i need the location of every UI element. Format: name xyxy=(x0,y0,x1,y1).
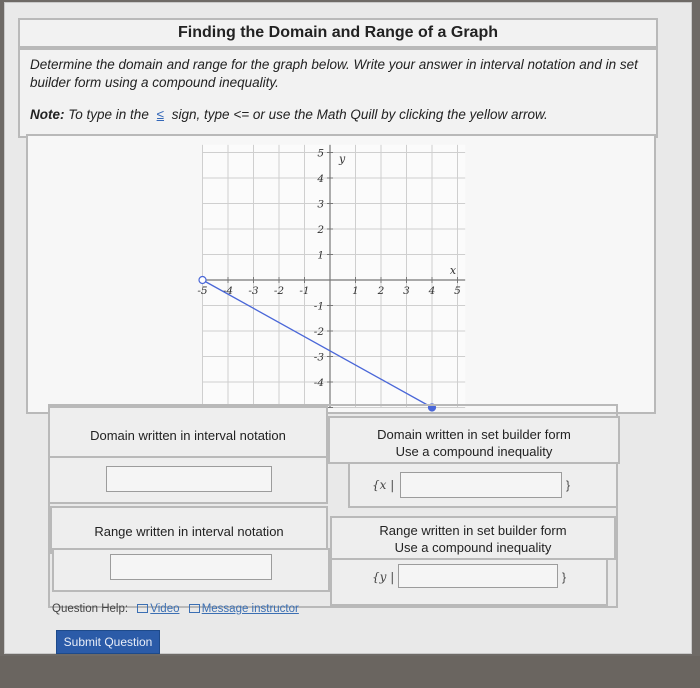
domain-set-suffix: } xyxy=(566,478,571,492)
range-set-label xyxy=(330,516,616,560)
x-tick-label: 3 xyxy=(403,285,410,297)
segment-start-point xyxy=(199,277,206,284)
x-tick-label: 2 xyxy=(377,285,385,297)
y-tick-label: 5 xyxy=(317,147,324,160)
domain-set-cell xyxy=(348,462,618,508)
y-tick-label: -3 xyxy=(313,351,324,364)
domain-set-prefix: {x | xyxy=(372,478,395,492)
y-tick-label: -1 xyxy=(313,300,324,313)
range-set-cell xyxy=(330,558,608,606)
message-instructor-link[interactable] xyxy=(189,603,299,615)
note-text-after: sign, type <= or use the Math Quill by clicking the yellow arrow. xyxy=(171,107,548,122)
graph-grid xyxy=(203,145,466,408)
page-title: Finding the Domain and Range of a Graph xyxy=(18,18,658,48)
domain-interval-cell xyxy=(48,456,328,504)
x-axis-label: x xyxy=(449,264,457,277)
range-set-prefix: {y | xyxy=(372,570,395,584)
range-interval-label: Range written in interval notation xyxy=(50,506,328,554)
x-tick-label: -1 xyxy=(299,285,310,297)
desk-background xyxy=(0,656,700,688)
x-tick-label: -3 xyxy=(248,285,259,297)
range-set-label-line1: Range written in set builder form xyxy=(379,523,567,538)
question-help xyxy=(52,603,299,615)
range-interval-input[interactable] xyxy=(110,554,272,580)
y-tick-label: 3 xyxy=(317,198,324,211)
lte-symbol: ≤ xyxy=(156,107,165,122)
envelope-icon xyxy=(189,604,200,613)
x-tick-label: -5 xyxy=(197,285,208,297)
submit-question-button[interactable]: Submit Question xyxy=(56,630,160,654)
x-tick-label: 4 xyxy=(428,285,436,297)
x-tick-label: -4 xyxy=(222,285,234,297)
y-tick-label: -4 xyxy=(313,377,324,389)
note-text-before: To type in the xyxy=(68,107,149,122)
question-help-label: Question Help: xyxy=(52,603,129,615)
domain-set-input[interactable] xyxy=(400,472,562,498)
domain-set-label xyxy=(328,416,620,464)
y-tick-label: 2 xyxy=(317,224,324,236)
video-link[interactable] xyxy=(137,603,179,615)
instructions-text: Determine the domain and range for the graph below. Write your answer in interval notation and in set builder form using a compound inequality. xyxy=(30,57,638,90)
note-label: Note: xyxy=(30,107,65,122)
x-tick-label: -2 xyxy=(273,285,285,297)
domain-set-label-line2: Use a compound inequality xyxy=(395,444,553,459)
range-set-label-line2: Use a compound inequality xyxy=(394,540,552,555)
domain-interval-input[interactable] xyxy=(106,466,272,492)
x-tick-label: 5 xyxy=(454,285,461,297)
x-tick-label: 1 xyxy=(352,285,359,297)
video-icon xyxy=(137,604,148,613)
domain-interval-label: Domain written in interval notation xyxy=(48,406,328,462)
y-tick-label: 1 xyxy=(317,249,324,262)
range-set-suffix: } xyxy=(562,570,567,584)
plot-area xyxy=(203,145,466,408)
domain-set-label-line1: Domain written in set builder form xyxy=(377,427,571,442)
y-tick-label: -2 xyxy=(313,326,324,338)
video-link-label: Video xyxy=(150,603,180,615)
y-axis-label: y xyxy=(339,152,346,166)
range-interval-cell xyxy=(52,548,330,592)
range-set-input[interactable] xyxy=(398,564,558,588)
y-tick-label: 4 xyxy=(317,173,324,185)
message-instructor-label: Message instructor xyxy=(201,603,299,615)
